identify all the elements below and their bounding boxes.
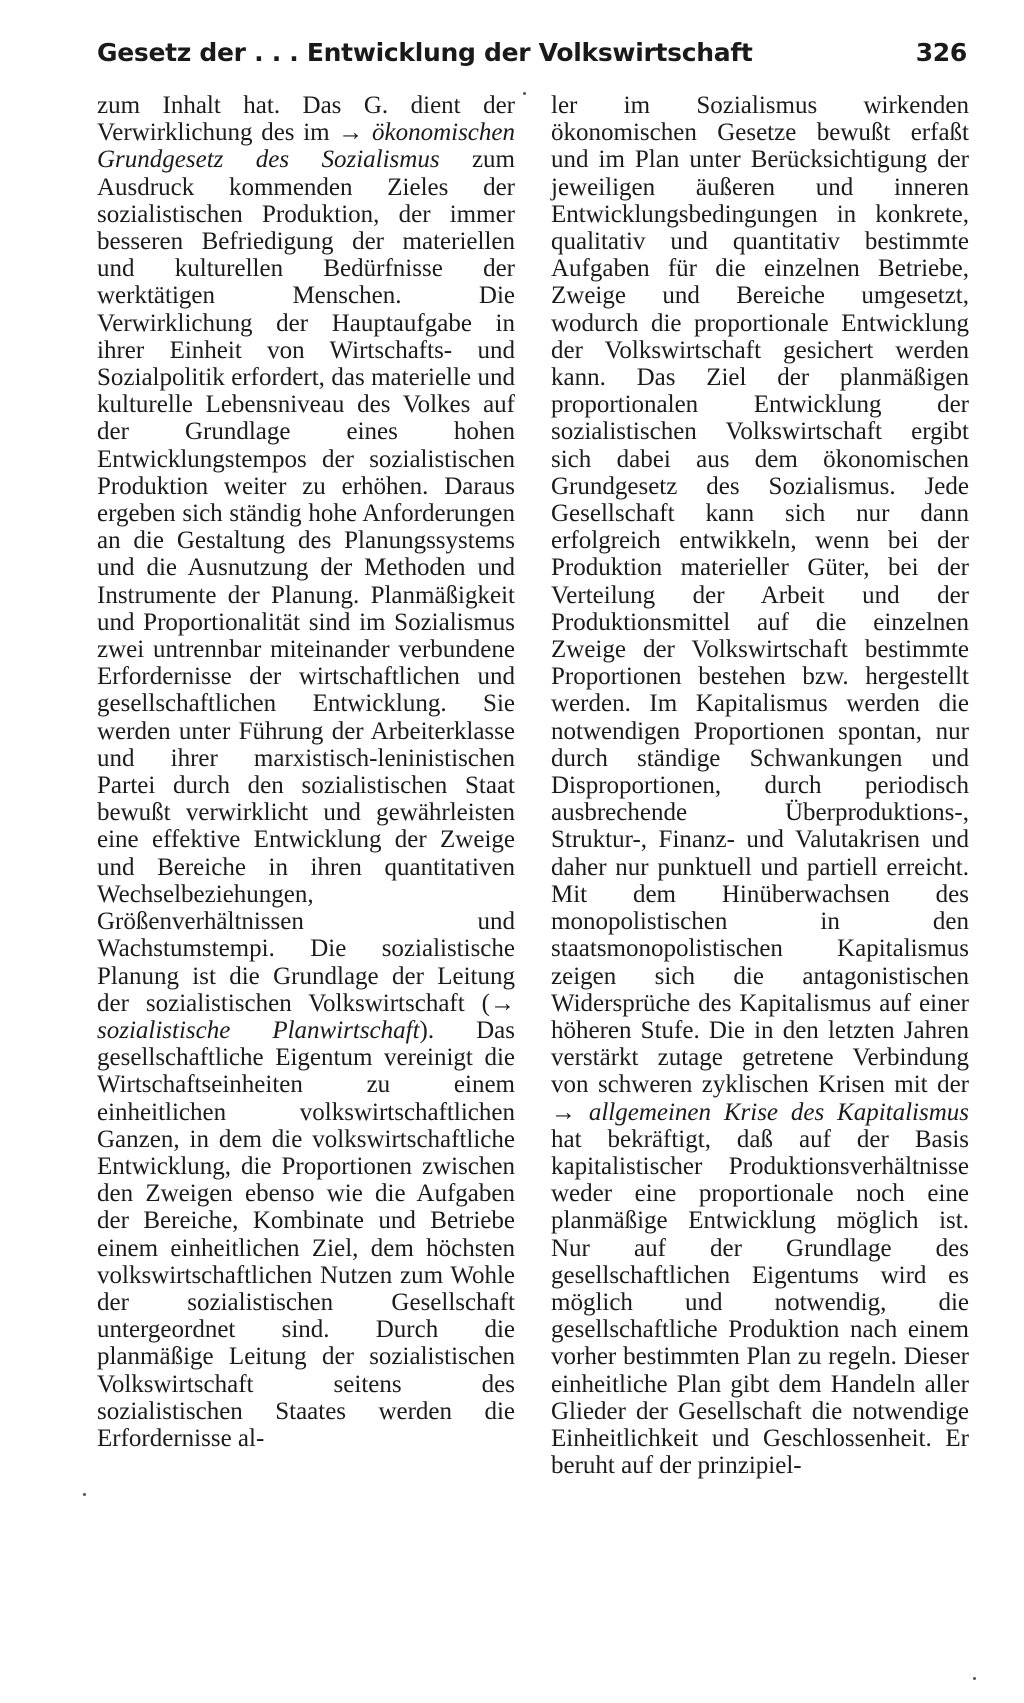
cross-reference-arrow-icon: → (338, 119, 364, 147)
running-header (97, 34, 967, 78)
scan-speck (523, 92, 526, 95)
scan-speck (973, 1677, 976, 1680)
right-text-1: ler im Sozialismus wirkenden ökonomischen Gesetze bewußt erfaßt und im Plan unter Berücksichtigung der jeweiligen äußeren und inneren Entwicklungsbedingungen in konkrete, qualitativ und quantitativ bestimmte Aufgaben für die einzelnen Betriebe, Zweige und Bereiche umgesetzt, wodurch die proportionale Entwicklung der Volkswirtschaft gesichert werden kann. Das Ziel der planmäßigen proportionalen Entwicklung der sozialistischen Volkswirtschaft ergibt sich dabei aus dem ökonomischen Grundgesetz des Sozialismus. Jede Gesellschaft kann sich nur dann erfolgreich entwikkeln, wenn bei der Produktion materieller Güter, bei der Verteilung der Arbeit und der Produktionsmittel auf die einzelnen Zweige der Volkswirtschaft bestimmte Proportionen bestehen bzw. hergestellt werden. Im Kapitalismus werden die notwendigen Proportionen spontan, nur durch ständige Schwankungen und Disproportionen, durch periodisch ausbrechende Überproduktions-, Struktur-, Finanz- und Valutakrisen und daher nur punktuell und partiell erreicht. Mit dem Hinüberwachsen des monopolistischen in den staatsmonopolistischen Kapitalismus zeigen sich die antagonistischen Widersprüche des Kapitalismus auf einer höheren Stufe. Die in den letzten Jahren verstärkt zutage getretene Verbindung von schweren zyklischen Krisen mit der (551, 92, 969, 1099)
cross-reference-oekonomisches-grundgesetz: ökonomischen Grundgesetz des Sozialismus (97, 119, 516, 174)
right-paragraph (551, 92, 969, 1479)
left-text-1: zum Inhalt hat. Das G. dient der Verwirklichung des im (97, 92, 515, 147)
cross-reference-allgemeine-krise: allgemeinen Krise des Kapitalismus (576, 1098, 969, 1126)
cross-reference-planwirtschaft: sozialistische Planwirtschaft (97, 1016, 420, 1044)
right-text-2: hat bekräftigt, daß auf der Basis kapitalistischer Produktionsverhältnisse weder eine proportionale noch eine planmäßige Entwicklung möglich ist. Nur auf der Grundlage des gesellschaftlichen Eigentums wird es möglich und notwendig, die gesellschaftliche Produktion nach einem vorher bestimmten Plan zu regeln. Dieser einheitliche Plan gibt dem Handeln aller Glieder der Gesellschaft die notwendige Einheitlichkeit und Geschlossenheit. Er beruht auf der prinzipiel- (551, 1125, 969, 1480)
right-column (551, 92, 969, 1479)
header-title: Gesetz der . . . Entwicklung der Volkswirtschaft (97, 38, 753, 67)
cross-reference-arrow-icon: → (551, 1098, 576, 1126)
scan-speck (83, 1493, 86, 1496)
left-text-2: zum Ausdruck kommenden Zieles der sozialistischen Produktion, der immer besseren Befriedigung der materiellen und kulturellen Bedürfnisse der werktätigen Menschen. Die Verwirklichung der Hauptaufgabe in ihrer Einheit von Wirtschafts- und Sozialpolitik erfordert, das materielle und kulturelle Lebensniveau des Volkes auf der Grundlage eines hohen Entwicklungstempos der sozialistischen Produktion weiter zu erhöhen. Daraus ergeben sich ständig hohe Anforderungen an die Gestaltung des Planungssystems und die Ausnutzung der Methoden und Instrumente der Planung. Planmäßigkeit und Proportionalität sind im Sozialismus zwei untrennbar miteinander verbundene Erfordernisse der wirtschaftlichen und gesellschaftlichen Entwicklung. Sie werden unter Führung der Arbeiterklasse und ihrer marxistisch-leninistischen Partei durch den sozialistischen Staat bewußt verwirklicht und gewährleisten eine effektive Entwicklung der Zweige und Bereiche in ihren quantitativen Wechselbeziehungen, Größenverhältnissen und Wachstumstempi. Die sozialistische Planung ist die Grundlage der Leitung der sozialistischen Volkswirtschaft ( (97, 146, 515, 1017)
cross-reference-arrow-icon: → (490, 989, 515, 1017)
page-number: 326 (915, 38, 967, 67)
left-paragraph (97, 92, 515, 1452)
left-column (97, 92, 515, 1452)
left-text-3: ). Das gesellschaftliche Eigentum vereinigt die Wirtschaftseinheiten zu einem einheitlichen volkswirtschaftlichen Ganzen, in dem die volkswirtschaftliche Entwicklung, die Proportionen zwischen den Zweigen ebenso wie die Aufgaben der Bereiche, Kombinate und Betriebe einem einheitlichen Ziel, dem höchsten volkswirtschaftlichen Nutzen zum Wohle der sozialistischen Gesellschaft untergeordnet sind. Durch die planmäßige Leitung der sozialistischen Volkswirtschaft seitens des sozialistischen Staates werden die Erfordernisse al- (97, 1016, 515, 1452)
